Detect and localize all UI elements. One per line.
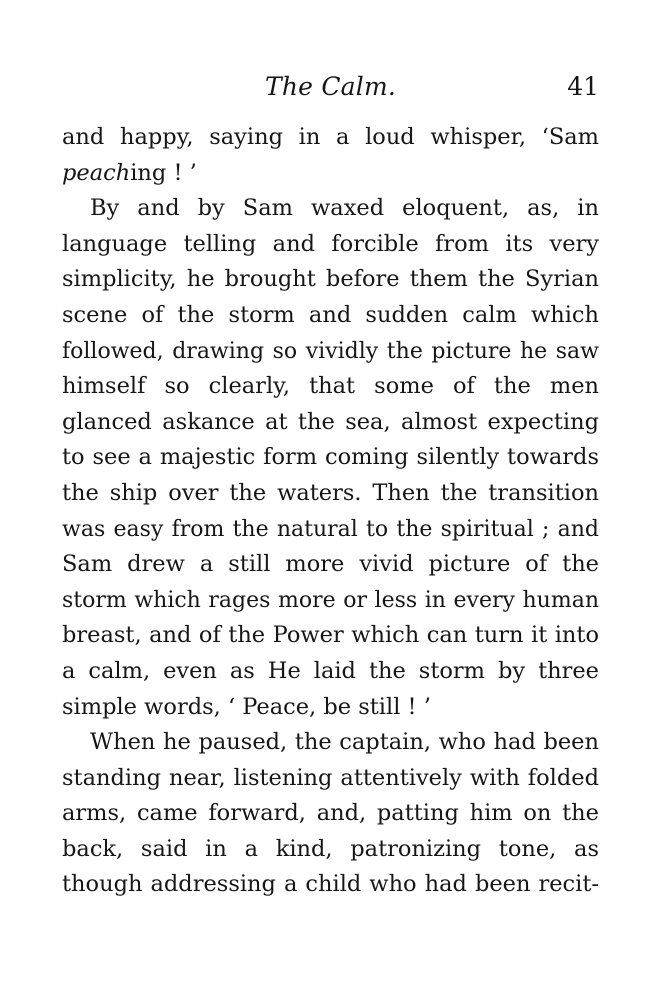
text-line: standing near, listening attentively with folded bbox=[62, 764, 599, 791]
italic-word: peach bbox=[62, 159, 131, 186]
text-line: was easy from the natural to the spiritual ; and bbox=[62, 516, 599, 542]
body-text bbox=[62, 120, 599, 903]
text-line: simplicity, he brought before them the Syrian bbox=[62, 266, 599, 293]
text-line: language telling and forcible from its very bbox=[62, 230, 599, 257]
text-line bbox=[62, 156, 599, 192]
running-title: The Calm. bbox=[265, 72, 396, 101]
text-line: a calm, even as He laid the storm by three bbox=[62, 657, 599, 684]
text-line: By and by Sam waxed eloquent, as, in bbox=[90, 195, 599, 222]
text-line: breast, and of the Power which can turn it into bbox=[62, 622, 599, 649]
text-line: back, said in a kind, patronizing tone, as bbox=[62, 835, 599, 862]
text-line: When he paused, the captain, who had been bbox=[90, 729, 599, 756]
text-line: storm which rages more or less in every human bbox=[62, 587, 599, 613]
text-line: Sam drew a still more vivid picture of the bbox=[62, 551, 599, 578]
text-line: arms, came forward, and, patting him on the bbox=[62, 800, 599, 827]
text-line: though addressing a child who had been recit- bbox=[62, 871, 599, 898]
page-number: 41 bbox=[567, 72, 599, 101]
text-line: himself so clearly, that some of the men bbox=[62, 373, 599, 400]
text-line: and happy, saying in a loud whisper, ‘Sam bbox=[62, 124, 599, 150]
running-head bbox=[62, 72, 599, 108]
text-line: the ship over the waters. Then the transition bbox=[62, 479, 599, 506]
text-line: followed, drawing so vividly the picture he saw bbox=[62, 338, 599, 364]
text-fragment: ing ! ’ bbox=[130, 159, 197, 186]
text-line: scene of the storm and sudden calm which bbox=[62, 301, 599, 328]
text-line: to see a majestic form coming silently towards bbox=[62, 444, 599, 471]
text-line: simple words, ‘ Peace, be still ! ’ bbox=[62, 693, 431, 720]
text-line: glanced askance at the sea, almost expecting bbox=[62, 408, 599, 435]
